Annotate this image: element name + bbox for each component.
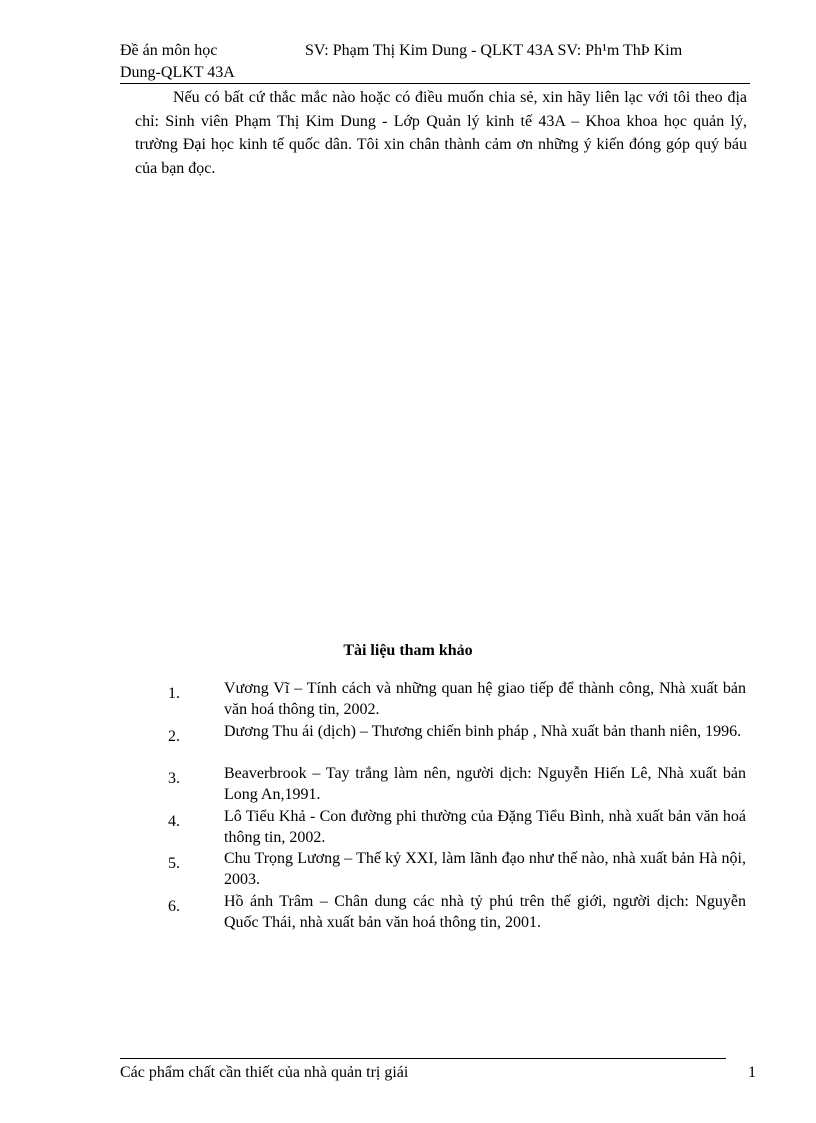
page-header <box>120 40 750 84</box>
reference-number: 5. <box>168 855 180 873</box>
reference-number: 2. <box>168 727 180 745</box>
reference-text: Hồ ánh Trâm – Chân dung các nhà tỷ phú trên thế giới, người dịch: Nguyễn Quốc Thái, nhà xuất bản văn hoá thông tin, 2001. <box>224 892 746 931</box>
references-title: Tài liệu tham khảo <box>343 642 473 659</box>
reference-text: Chu Trọng Lương – Thế kỷ XXI, làm lãnh đạo như thế nào, nhà xuất bản Hà nội, 2003. <box>224 850 746 889</box>
reference-text: Vương Vĩ – Tính cách và những quan hệ giao tiếp để thành công, Nhà xuất bản văn hoá thông tin, 2002. <box>224 680 746 718</box>
header-line-2: Dung-QLKT 43A <box>120 64 235 81</box>
reference-number: 3. <box>168 770 180 788</box>
reference-number: 6. <box>168 897 180 915</box>
reference-item <box>168 806 748 849</box>
header-divider <box>120 83 750 84</box>
reference-item <box>168 763 748 806</box>
header-line-1 <box>120 40 750 62</box>
reference-item <box>168 848 748 891</box>
reference-number: 1. <box>168 685 180 702</box>
reference-item <box>168 891 748 934</box>
references-list <box>168 678 748 934</box>
page-number: 1 <box>748 1064 756 1081</box>
reference-text: Beaverbrook – Tay trắng làm nên, người dịch: Nguyễn Hiến Lê, Nhà xuất bản Long An,1991. <box>224 765 746 804</box>
footer-divider <box>120 1058 726 1059</box>
reference-item <box>168 678 748 721</box>
student-label: SV: Phạm Thị Kim Dung - QLKT 43A SV: Ph¹m ThÞ Kim <box>305 42 683 59</box>
course-label: Đề án môn học <box>120 42 218 59</box>
reference-text: Dương Thu ái (dịch) – Thương chiến binh pháp , Nhà xuất bản thanh niên, 1996. <box>224 722 742 740</box>
reference-item <box>168 721 748 764</box>
footer-title: Các phẩm chất cần thiết của nhà quản trị giái <box>120 1064 409 1081</box>
contact-paragraph: Nếu có bất cứ thắc mắc nào hoặc có điều muốn chia sẻ, xin hãy liên lạc với tôi theo địa chỉ: Sinh viên Phạm Thị Kim Dung - Lớp Quản lý kinh tế 43A – Khoa khoa học quản lý, trường Đại học kinh tế quốc dân. Tôi xin chân thành cảm ơn những ý kiến đóng góp quý báu của bạn đọc. <box>135 89 747 177</box>
reference-text: Lô Tiểu Khả - Con đường phi thường của Đặng Tiểu Bình, nhà xuất bản văn hoá thông tin, 2002. <box>224 807 746 846</box>
reference-number: 4. <box>168 812 180 830</box>
